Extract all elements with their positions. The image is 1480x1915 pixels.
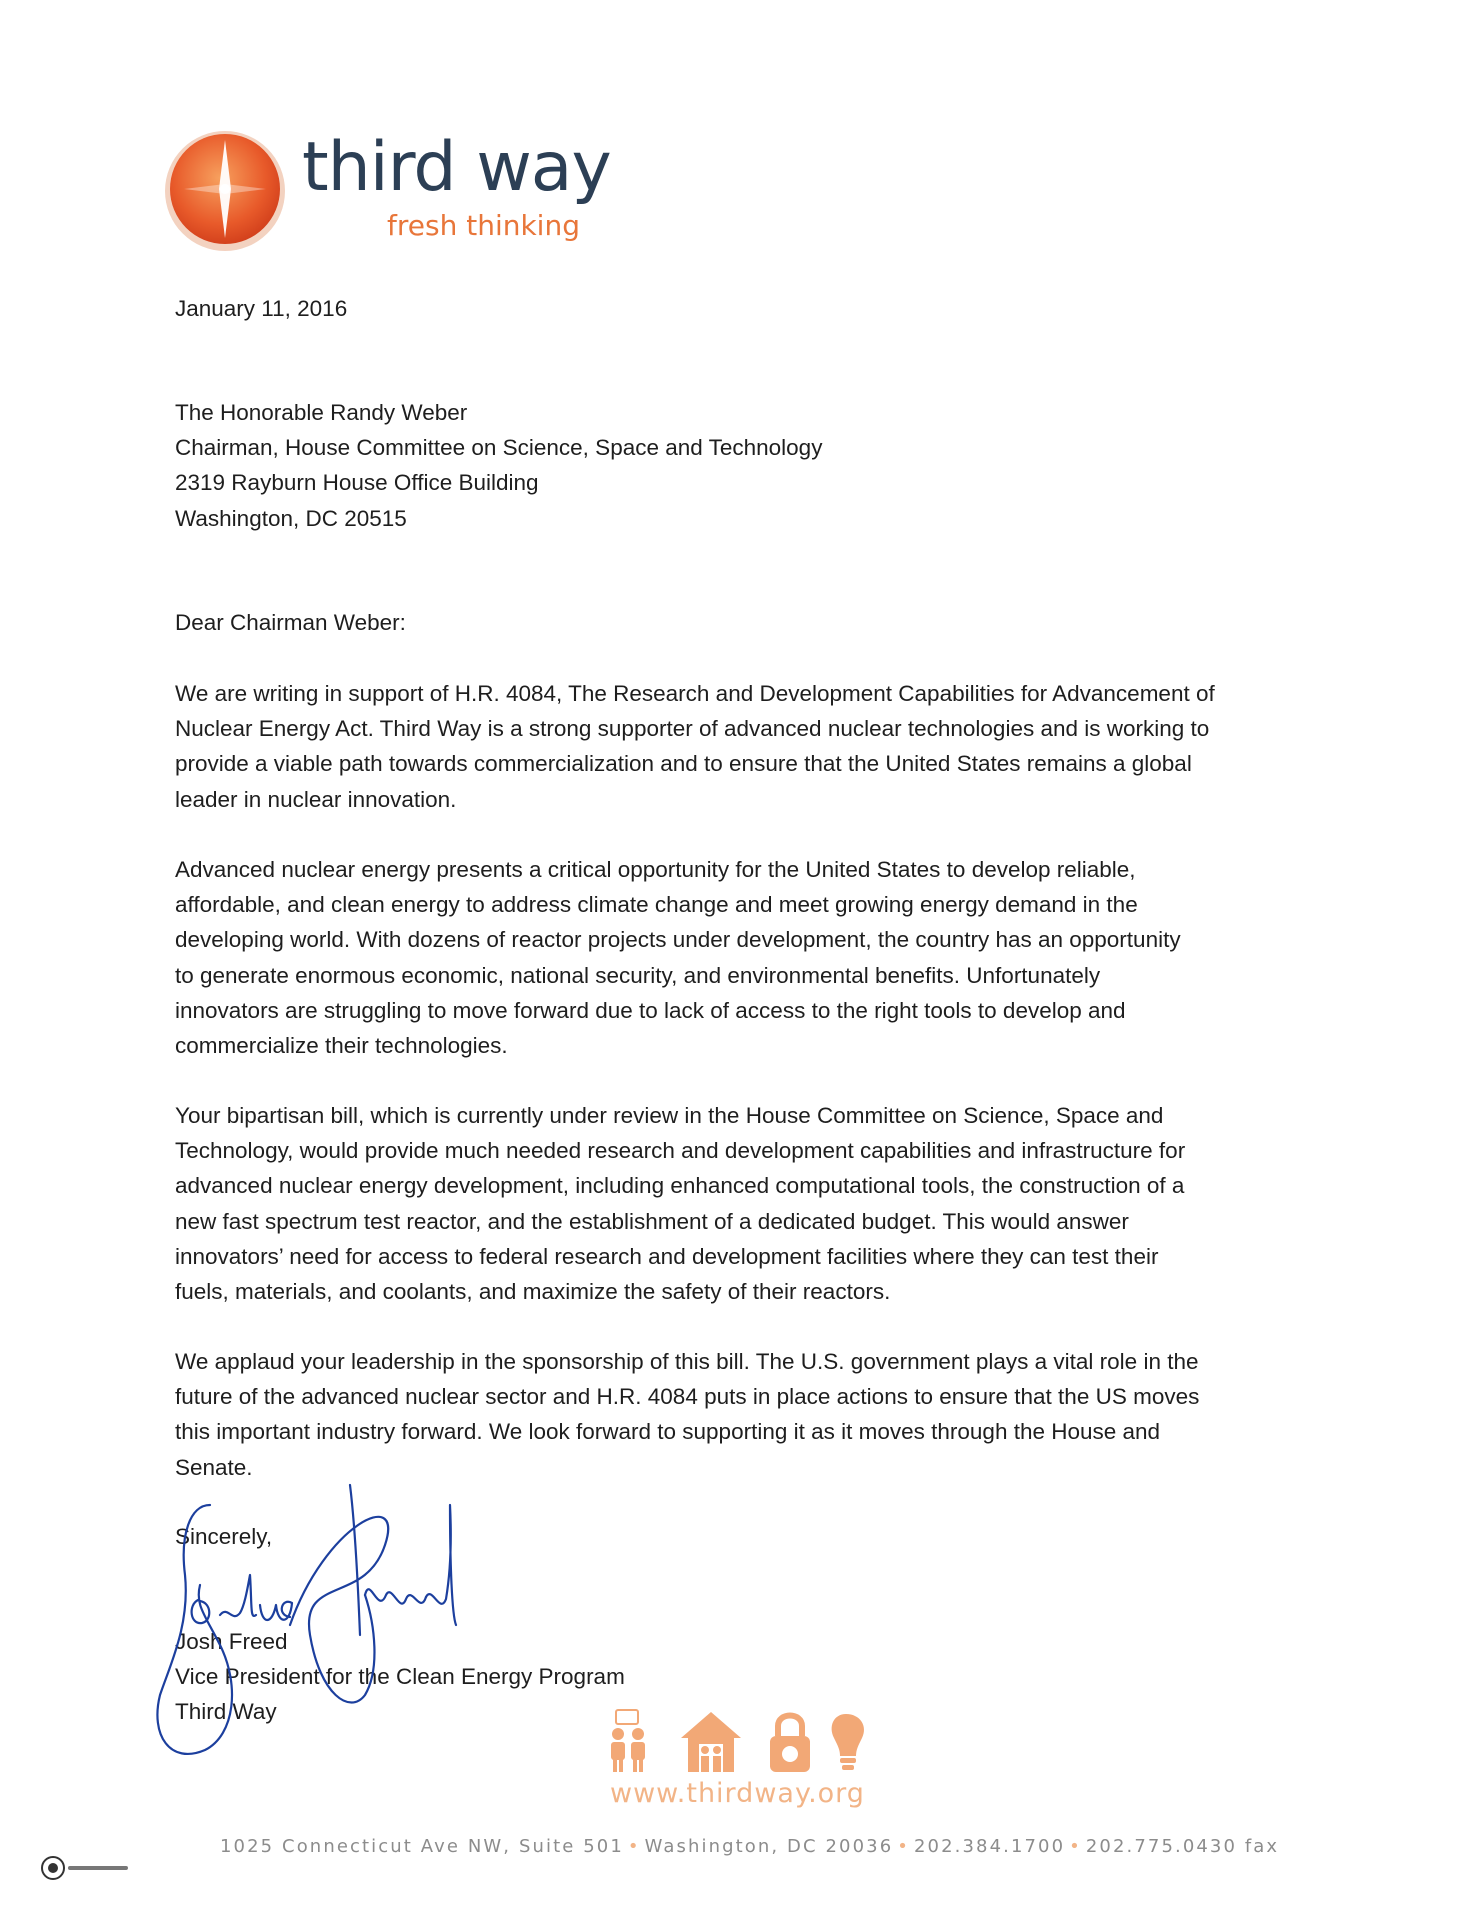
home-icon [681, 1712, 741, 1772]
footer-contact [220, 1836, 1279, 1857]
paragraph-line: leader in nuclear innovation. [175, 786, 457, 812]
closing: Sincerely, [175, 1524, 273, 1549]
paragraph-3 [175, 1098, 1185, 1309]
paragraph-line: new fast spectrum test reactor, and the establishment of a dedicated budget. This would answer [175, 1208, 1129, 1234]
footer-city: Washington, DC 20036 [644, 1836, 894, 1857]
letter-date: January 11, 2016 [175, 296, 348, 321]
paragraph-line: future of the advanced nuclear sector and H.R. 4084 puts in place actions to ensure that the US moves [175, 1384, 1200, 1410]
letterhead-logo [162, 128, 622, 248]
signer-title: Vice President for the Clean Energy Program [175, 1664, 625, 1690]
compass-icon [162, 128, 288, 254]
recipient-city: Washington, DC 20515 [175, 505, 407, 531]
paragraph-2 [175, 852, 1181, 1063]
signer-name: Josh Freed [175, 1629, 288, 1654]
footer-address: 1025 Connecticut Ave NW, Suite 501 [220, 1836, 624, 1857]
recipient-address [175, 395, 822, 536]
paragraph-line: innovators are struggling to move forward due to lack of access to the right tools to develop and [175, 997, 1126, 1023]
org-name: third way [302, 128, 611, 207]
paragraph-line: provide a viable path towards commercialization and to ensure that the United States remains a global [175, 751, 1192, 777]
footer-phone: 202.384.1700 [913, 1836, 1066, 1857]
paragraph-line: innovators’ need for access to federal research and development facilities where they can test their [175, 1243, 1159, 1269]
paragraph-line: Nuclear Energy Act. Third Way is a strong supporter of advanced nuclear technologies and is working to [175, 716, 1210, 742]
lock-icon [770, 1716, 810, 1773]
union-label-icon [40, 1855, 150, 1881]
paragraph-line: We applaud your leadership in the sponsorship of this bill. The U.S. government plays a vital role in the [175, 1349, 1199, 1374]
paragraph-line: Senate. [175, 1454, 253, 1480]
paragraph-line: this important industry forward. We look forward to supporting it as it moves through the House and [175, 1419, 1161, 1445]
footer-separator: • [897, 1836, 910, 1857]
recipient-title: Chairman, House Committee on Science, Space and Technology [175, 435, 823, 461]
paragraph-line: commercialize their technologies. [175, 1033, 508, 1059]
paragraph-1 [175, 676, 1215, 817]
paragraph-4 [175, 1344, 1199, 1485]
salutation: Dear Chairman Weber: [175, 610, 406, 635]
footer-separator: • [627, 1836, 641, 1857]
handwritten-signature [150, 1465, 470, 1785]
paragraph-line: We are writing in support of H.R. 4084, The Research and Development Capabilities for Advancement of [175, 681, 1215, 706]
paragraph-line: Technology, would provide much needed research and development capabilities and infrastructure for [175, 1138, 1186, 1164]
paragraph-line: advanced nuclear energy development, including enhanced computational tools, the construction of a [175, 1173, 1185, 1199]
recipient-street: 2319 Rayburn House Office Building [175, 470, 539, 496]
paragraph-line: to generate enormous economic, national security, and environmental benefits. Unfortunately [175, 962, 1101, 988]
org-tagline: fresh thinking [387, 209, 580, 242]
paragraph-line: affordable, and clean energy to address climate change and meet growing energy demand in the [175, 892, 1138, 918]
footer-fax: 202.775.0430 fax [1085, 1836, 1280, 1857]
signer-organization: Third Way [175, 1699, 277, 1725]
people-icon [611, 1710, 645, 1772]
website-link[interactable]: www.thirdway.org [610, 1778, 865, 1809]
paragraph-line: developing world. With dozens of reactor projects under development, the country has an opportunity [175, 927, 1181, 953]
footer-icons [606, 1708, 896, 1774]
recipient-name: The Honorable Randy Weber [175, 400, 468, 425]
paragraph-line: Advanced nuclear energy presents a critical opportunity for the United States to develop reliable, [175, 857, 1136, 882]
lightbulb-icon [832, 1714, 864, 1770]
footer-separator: • [1069, 1836, 1082, 1857]
paragraph-line: fuels, materials, and coolants, and maximize the safety of their reactors. [175, 1279, 891, 1305]
paragraph-line: Your bipartisan bill, which is currently under review in the House Committee on Science, Space and [175, 1103, 1164, 1128]
